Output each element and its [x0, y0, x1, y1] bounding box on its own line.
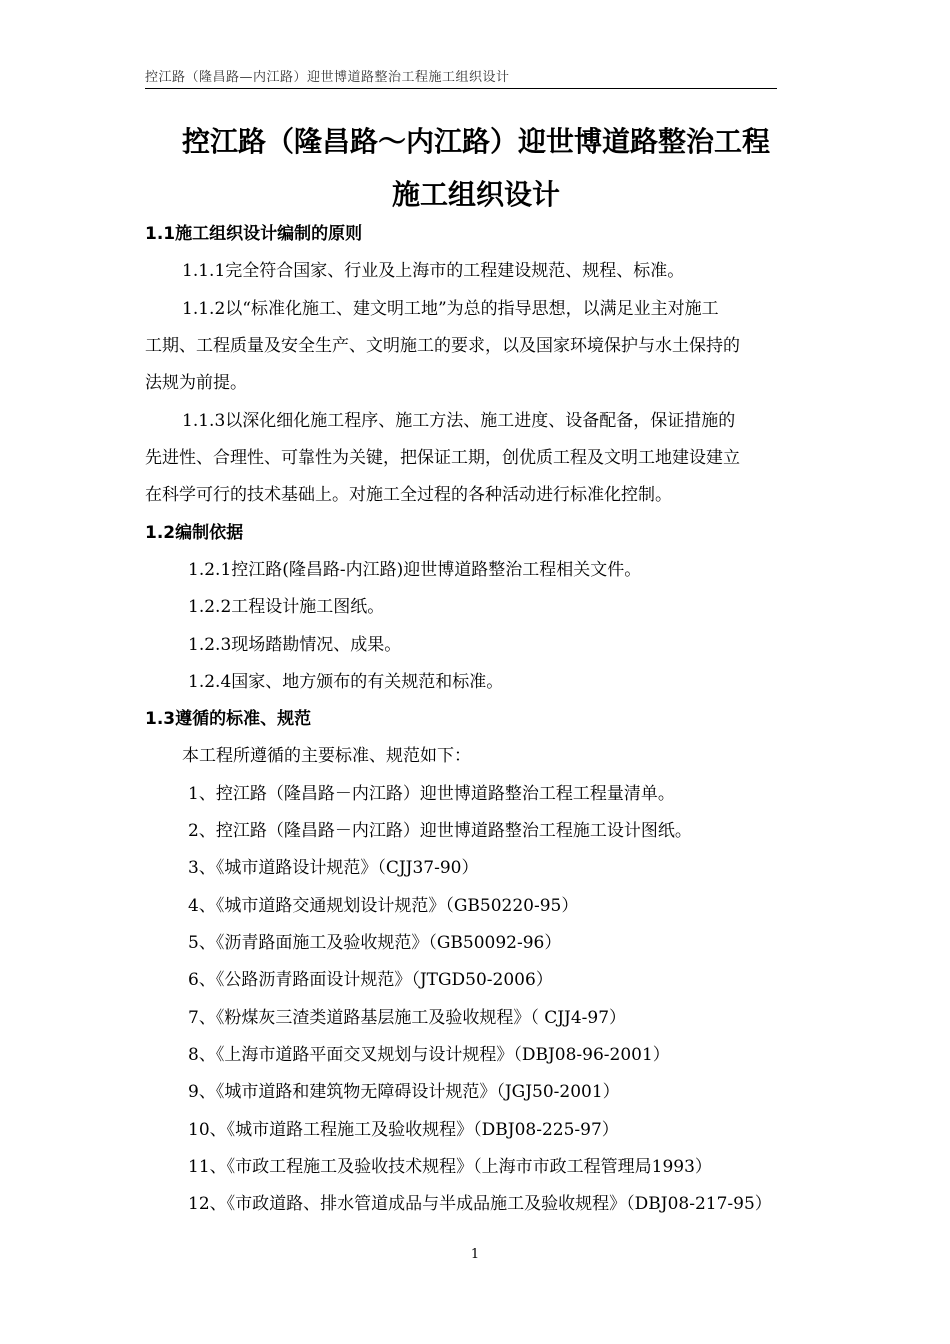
list-item: 1、控江路（隆昌路－内江路）迎世博道路整治工程工程量清单。: [188, 784, 675, 804]
paragraph-line: 1.1.2以“标准化施工、建文明工地”为总的指导思想，以满足业主对施工: [182, 299, 719, 319]
list-item: 6、《公路沥青路面设计规范》（JTGD50-2006）: [188, 970, 553, 990]
document-title-line-2: 施工组织设计: [391, 178, 560, 211]
list-item: 9、《城市道路和建筑物无障碍设计规范》（JGJ50-2001）: [188, 1082, 620, 1102]
list-item: 1.2.1控江路(隆昌路-内江路)迎世博道路整治工程相关文件。: [188, 560, 642, 580]
paragraph-line: 在科学可行的技术基础上。对施工全过程的各种活动进行标准化控制。: [145, 485, 672, 505]
paragraph-line: 1.1.1完全符合国家、行业及上海市的工程建设规范、规程、标准。: [182, 261, 685, 281]
section-heading-1-3: 1.3遵循的标准、规范: [145, 709, 312, 729]
running-header: 控江路（隆昌路—内江路）迎世博道路整治工程施工组织设计: [145, 70, 510, 85]
page-number: 1: [470, 1247, 480, 1262]
paragraph-line: 1.1.3以深化细化施工程序、施工方法、施工进度、设备配备，保证措施的: [182, 411, 736, 431]
list-item: 1.2.2工程设计施工图纸。: [188, 597, 385, 617]
list-item: 10、《城市道路工程施工及验收规程》（DBJ08-225-97）: [188, 1120, 619, 1140]
section-heading-1-2: 1.2编制依据: [145, 523, 244, 543]
list-item: 8、《上海市道路平面交叉规划与设计规程》（DBJ08-96-2001）: [188, 1045, 670, 1065]
paragraph-line: 法规为前提。: [145, 373, 247, 393]
list-item: 3、《城市道路设计规范》（CJJ37-90）: [188, 858, 479, 878]
list-item: 1.2.3现场踏勘情况、成果。: [188, 635, 402, 655]
paragraph-line: 工期、工程质量及安全生产、文明施工的要求，以及国家环境保护与水土保持的: [145, 336, 740, 356]
list-item: 5、《沥青路面施工及验收规范》（GB50092-96）: [188, 933, 562, 953]
paragraph-line: 本工程所遵循的主要标准、规范如下：: [182, 746, 471, 766]
list-item: 1.2.4国家、地方颁布的有关规范和标准。: [188, 672, 504, 692]
document-title-line-1: 控江路（隆昌路～内江路）迎世博道路整治工程: [181, 125, 770, 158]
list-item: 7、《粉煤灰三渣类道路基层施工及验收规程》（ CJJ4-97）: [188, 1008, 627, 1028]
list-item: 11、《市政工程施工及验收技术规程》（上海市市政工程管理局1993）: [188, 1157, 712, 1177]
header-rule: [145, 88, 777, 89]
section-heading-1-1: 1.1施工组织设计编制的原则: [145, 224, 363, 244]
list-item: 2、控江路（隆昌路－内江路）迎世博道路整治工程施工设计图纸。: [188, 821, 692, 841]
paragraph-line: 先进性、合理性、可靠性为关键，把保证工期，创优质工程及文明工地建设建立: [145, 448, 740, 468]
list-item: 12、《市政道路、排水管道成品与半成品施工及验收规程》（DBJ08-217-95）: [188, 1194, 772, 1214]
list-item: 4、《城市道路交通规划设计规范》（GB50220-95）: [188, 896, 579, 916]
